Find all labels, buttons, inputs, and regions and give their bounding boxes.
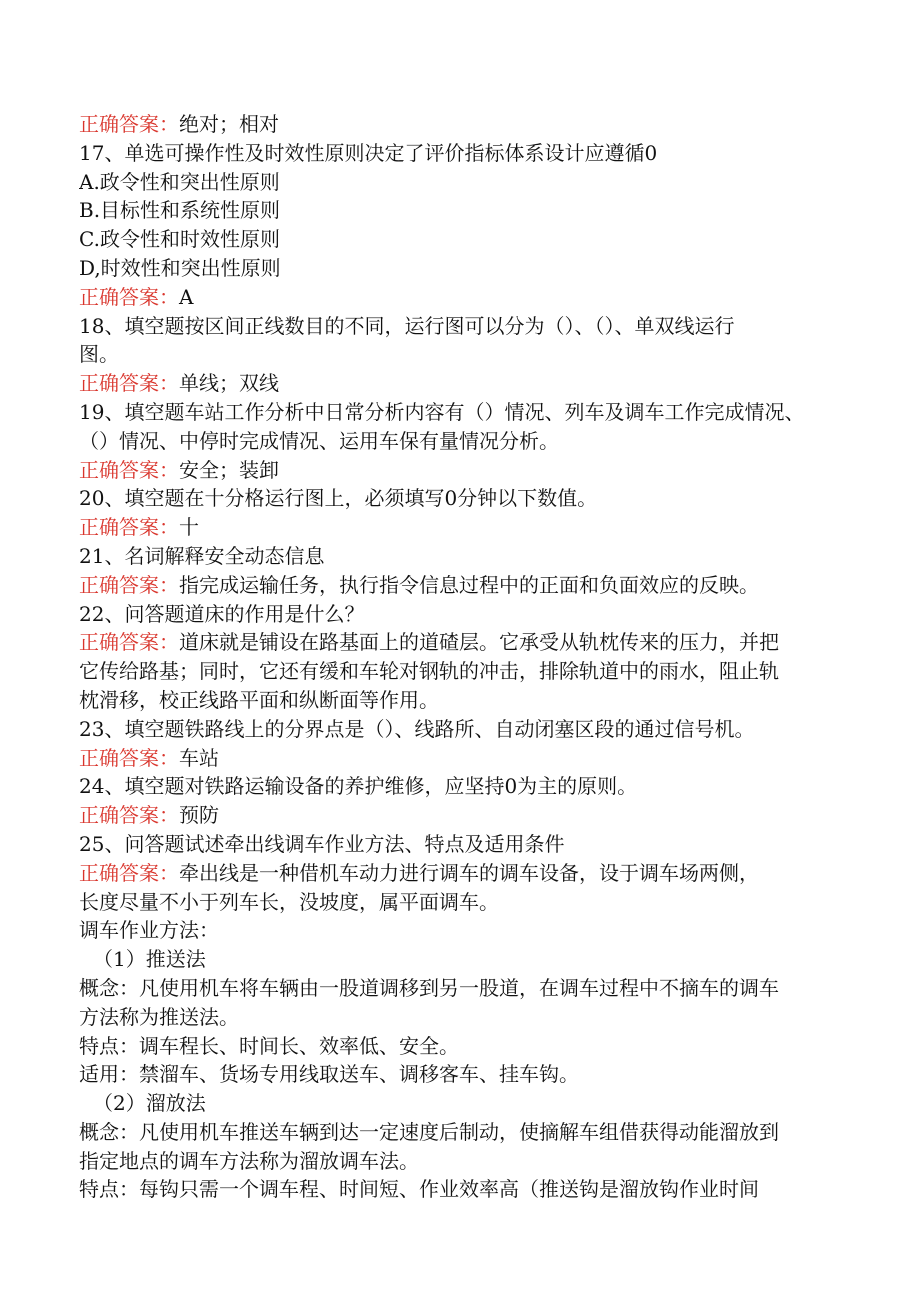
answer-line	[79, 369, 839, 398]
answer-label: 正确答案：	[79, 112, 179, 136]
subheading-line: （1）推送法	[93, 947, 206, 972]
question-line: 20、填空题在十分格运行图上，必须填写0分钟以下数值。	[79, 486, 598, 511]
option-line: A.政令性和突出性原则	[79, 169, 280, 194]
answer-continuation: 长度尽量不小于列车长，没坡度，属平面调车。	[79, 889, 499, 914]
option-line: D,时效性和突出性原则	[79, 255, 281, 280]
body-line: 调车作业方法：	[79, 918, 219, 943]
answer-continuation: 它传给路基；同时，它还有缓和车轮对钢轨的冲击，排除轨道中的雨水，阻止轨	[79, 659, 779, 684]
answer-label: 正确答案：	[79, 457, 179, 482]
answer-continuation: 枕滑移，校正线路平面和纵断面等作用。	[79, 687, 439, 712]
body-line: 概念：凡使用机车推送车辆到达一定速度后制动，使摘解车组借获得动能溜放到	[79, 1119, 779, 1144]
answer-label: 正确答案：	[79, 371, 179, 396]
option-line: B.目标性和系统性原则	[79, 198, 281, 223]
answer-text: 道床就是铺设在路基面上的道碴层。它承受从轨枕传来的压力，并把	[179, 630, 779, 655]
answer-line	[79, 571, 839, 600]
answer-text: 预防	[179, 803, 219, 828]
question-line: 22、问答题道床的作用是什么？	[79, 601, 365, 626]
question-line: 23、填空题铁路线上的分界点是（）、线路所、自动闭塞区段的通过信号机。	[79, 716, 755, 741]
answer-label: 正确答案：	[79, 803, 179, 828]
question-line: 25、问答题试述牵出线调车作业方法、特点及适用条件	[79, 831, 565, 856]
option-line: C.政令性和时效性原则	[79, 227, 280, 252]
answer-text: 单线；双线	[179, 371, 279, 396]
answer-line	[79, 628, 839, 657]
answer-text: 十	[179, 515, 199, 540]
answer-line	[79, 110, 839, 139]
body-line: 概念：凡使用机车将车辆由一股道调移到另一股道，在调车过程中不摘车的调车	[79, 975, 779, 1000]
answer-label: 正确答案：	[79, 745, 179, 770]
answer-line	[79, 283, 839, 312]
answer-text: 安全；装卸	[179, 457, 279, 482]
question-line: 图。	[79, 342, 119, 367]
answer-text: 指完成运输任务，执行指令信息过程中的正面和负面效应的反映。	[179, 572, 759, 597]
answer-text: 车站	[179, 745, 219, 770]
answer-text: 牵出线是一种借机车动力进行调车的调车设备，设于调车场两侧，	[179, 860, 759, 885]
answer-text: A	[179, 284, 194, 309]
answer-label: 正确答案：	[79, 860, 179, 885]
answer-label: 正确答案：	[79, 572, 179, 597]
subheading-line: （2）溜放法	[93, 1091, 206, 1116]
answer-text: 绝对；相对	[179, 112, 279, 136]
question-line: 17、单选可操作性及时效性原则决定了评价指标体系设计应遵循0	[79, 140, 658, 165]
body-line: 特点：每钩只需一个调车程、时间短、作业效率高（推送钩是溜放钩作业时间	[79, 1177, 759, 1202]
answer-line	[79, 513, 839, 542]
answer-line	[79, 456, 839, 485]
body-line: 适用：禁溜车、货场专用线取送车、调移客车、挂车钩。	[79, 1062, 579, 1087]
answer-label: 正确答案：	[79, 630, 179, 655]
answer-label: 正确答案：	[79, 284, 179, 309]
body-line: 特点：调车程长、时间长、效率低、安全。	[79, 1033, 459, 1058]
question-line: 24、填空题对铁路运输设备的养护维修，应坚持0为主的原则。	[79, 774, 638, 799]
question-line: 19、填空题车站工作分析中日常分析内容有（）情况、列车及调车工作完成情况、	[79, 399, 805, 424]
answer-line	[79, 801, 839, 830]
question-line: 21、名词解释安全动态信息	[79, 543, 325, 568]
answer-label: 正确答案：	[79, 515, 179, 540]
question-line: 18、填空题按区间正线数目的不同，运行图可以分为（）、（）、单双线运行	[79, 313, 735, 338]
body-line: 指定地点的调车方法称为溜放调车法。	[79, 1148, 419, 1173]
answer-line	[79, 744, 839, 773]
question-line: （）情况、中停时完成情况、运用车保有量情况分析。	[79, 428, 559, 453]
document-page	[79, 110, 839, 1204]
body-line: 方法称为推送法。	[79, 1004, 239, 1029]
answer-line	[79, 859, 839, 888]
